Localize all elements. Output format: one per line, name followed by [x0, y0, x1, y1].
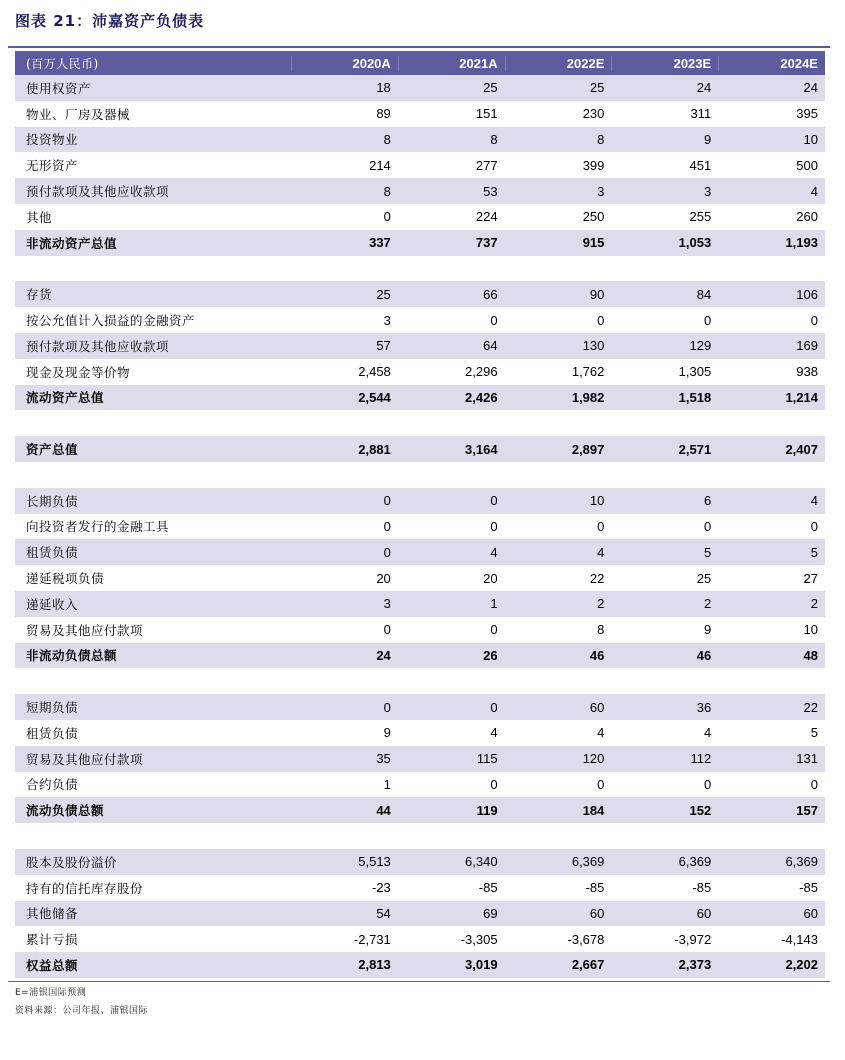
value-cell: 10 [803, 131, 818, 147]
table-row [15, 127, 825, 153]
value-cell: 60 [803, 905, 818, 921]
value-cell: 53 [483, 183, 498, 199]
row-label: 非流动资产总值 [26, 235, 118, 251]
value-cell: 0 [490, 493, 498, 509]
value-cell: 26 [483, 647, 498, 663]
value-cell: 130 [582, 338, 605, 354]
value-cell: 25 [589, 80, 605, 96]
value-cell: 277 [475, 157, 498, 173]
value-cell: 4 [597, 544, 605, 560]
table-bottom-divider [8, 981, 830, 982]
balance-sheet-table [15, 51, 825, 978]
value-cell: 25 [696, 570, 712, 586]
row-label: 持有的信托库存股份 [26, 880, 144, 896]
value-cell: -85 [478, 880, 498, 896]
row-label: 现金及现金等价物 [26, 364, 131, 380]
value-cell: 169 [796, 338, 818, 354]
table-row [15, 901, 825, 927]
value-cell: 5 [703, 544, 712, 560]
value-cell: 2,897 [571, 441, 605, 457]
source-note: 资料来源：公司年报、浦银国际 [15, 1006, 149, 1016]
value-cell: 0 [490, 518, 498, 534]
value-cell: 0 [383, 622, 391, 638]
spacer-row [15, 256, 825, 282]
value-cell: 89 [376, 106, 391, 122]
value-cell: 3 [383, 596, 391, 612]
row-label: 租赁负债 [26, 725, 79, 741]
value-cell: 10 [803, 622, 818, 638]
value-cell: 27 [803, 570, 818, 586]
value-cell: -23 [372, 880, 391, 896]
value-cell: 20 [376, 570, 391, 586]
value-cell: 4 [810, 183, 818, 199]
value-cell: 48 [803, 647, 818, 663]
value-cell: 2 [810, 596, 818, 612]
row-label: 股本及股份溢价 [26, 854, 118, 870]
value-cell: 500 [796, 157, 818, 173]
value-cell: 6,369 [785, 854, 818, 870]
value-cell: 1,762 [571, 364, 605, 380]
table-row [15, 281, 825, 307]
table-row [15, 333, 825, 359]
value-cell: 2,296 [465, 364, 498, 380]
value-cell: 3 [703, 183, 712, 199]
value-cell: 3 [597, 183, 605, 199]
value-cell: -85 [692, 880, 712, 896]
value-cell: 60 [589, 905, 605, 921]
table-row [15, 720, 825, 746]
row-label: 使用权资产 [26, 80, 92, 96]
table-row [15, 565, 825, 591]
value-cell: 2,373 [678, 957, 712, 973]
value-cell: 106 [796, 286, 818, 302]
value-cell: 6,340 [465, 854, 498, 870]
value-cell: 60 [696, 905, 712, 921]
row-label: 按公允值计入损益的金融资产 [26, 313, 196, 329]
row-label: 向投资者发行的金融工具 [26, 519, 170, 535]
row-label: 预付款项及其他应收款项 [26, 338, 170, 354]
value-cell: 1,214 [785, 389, 818, 405]
value-cell: 24 [803, 80, 818, 96]
value-cell: 36 [696, 699, 712, 715]
value-cell: 2,667 [571, 957, 605, 973]
total-row [15, 230, 825, 256]
value-cell: 57 [376, 338, 391, 354]
value-cell: 0 [383, 699, 391, 715]
value-cell: 1,305 [678, 364, 712, 380]
row-label: 递延税项负债 [26, 571, 105, 587]
value-cell: 22 [589, 570, 605, 586]
value-cell: 1,518 [678, 389, 712, 405]
value-cell: 255 [689, 209, 712, 225]
column-header: 2021A [398, 56, 505, 71]
table-row [15, 539, 825, 565]
column-header: 2023E [611, 56, 718, 71]
table-row [15, 617, 825, 643]
spacer-row [15, 462, 825, 488]
table-row [15, 204, 825, 230]
value-cell: 2,426 [465, 389, 498, 405]
value-cell: 451 [689, 157, 712, 173]
value-cell: 230 [582, 106, 605, 122]
unit-label: (百万人民币) [26, 56, 99, 71]
value-cell: 9 [703, 622, 712, 638]
total-row [15, 643, 825, 669]
value-cell: 311 [690, 106, 712, 122]
value-cell: 120 [582, 751, 605, 767]
row-label: 递延收入 [26, 596, 79, 612]
spacer-row [15, 823, 825, 849]
value-cell: 0 [703, 776, 712, 792]
value-cell: 0 [490, 776, 498, 792]
value-cell: 24 [376, 647, 391, 663]
value-cell: 0 [383, 518, 391, 534]
estimate-note: E=浦银国际预测 [15, 988, 87, 998]
table-row [15, 746, 825, 772]
value-cell: 90 [589, 286, 605, 302]
total-row [15, 385, 825, 411]
value-cell: 6,369 [571, 854, 605, 870]
column-header: 2020A [291, 56, 398, 71]
value-cell: 1,053 [678, 235, 712, 251]
value-cell: 0 [490, 312, 498, 328]
value-cell: 20 [483, 570, 498, 586]
row-label: 预付款项及其他应收款项 [26, 184, 170, 200]
value-cell: 25 [483, 80, 498, 96]
value-cell: 24 [696, 80, 712, 96]
value-cell: 0 [597, 776, 605, 792]
table-row [15, 926, 825, 952]
value-cell: 151 [475, 106, 498, 122]
row-label: 贸易及其他应付款项 [26, 622, 144, 638]
value-cell: 4 [490, 725, 498, 741]
value-cell: 64 [483, 338, 498, 354]
value-cell: 8 [383, 131, 391, 147]
value-cell: 9 [703, 131, 712, 147]
table-row [15, 359, 825, 385]
row-label: 权益总额 [26, 957, 79, 973]
table-row [15, 694, 825, 720]
value-cell: 5,513 [358, 854, 391, 870]
value-cell: 44 [376, 802, 391, 818]
row-label: 长期负债 [26, 493, 79, 509]
value-cell: -2,731 [353, 931, 391, 947]
value-cell: -3,305 [460, 931, 498, 947]
row-label: 合约负债 [26, 777, 79, 793]
value-cell: 0 [810, 776, 818, 792]
row-label: 其他 [26, 209, 53, 225]
value-cell: 25 [376, 286, 391, 302]
value-cell: -3,972 [674, 931, 712, 947]
value-cell: 4 [490, 544, 498, 560]
value-cell: 152 [689, 802, 712, 818]
value-cell: 0 [383, 493, 391, 509]
value-cell: 2,407 [785, 441, 818, 457]
value-cell: 0 [810, 312, 818, 328]
value-cell: 737 [475, 235, 498, 251]
value-cell: 2,881 [358, 441, 391, 457]
value-cell: 119 [476, 802, 498, 818]
table-row [15, 849, 825, 875]
total-row [15, 797, 825, 823]
value-cell: 8 [383, 183, 391, 199]
value-cell: 0 [383, 209, 391, 225]
value-cell: 1 [490, 596, 498, 612]
column-header: 2022E [505, 56, 612, 71]
value-cell: 9 [383, 725, 391, 741]
value-cell: 2 [703, 596, 712, 612]
value-cell: 3,164 [465, 441, 498, 457]
value-cell: 8 [490, 131, 498, 147]
value-cell: -85 [585, 880, 605, 896]
value-cell: 915 [582, 235, 605, 251]
table-body [15, 75, 825, 978]
value-cell: 10 [589, 493, 605, 509]
value-cell: 131 [796, 751, 818, 767]
value-cell: 4 [703, 725, 712, 741]
value-cell: 4 [810, 493, 818, 509]
row-label: 非流动负债总额 [26, 648, 118, 664]
spacer-row [15, 410, 825, 436]
table-row [15, 591, 825, 617]
value-cell: 1,193 [785, 235, 818, 251]
value-cell: 6,369 [678, 854, 712, 870]
row-label: 租赁负债 [26, 545, 79, 561]
table-row [15, 875, 825, 901]
row-label: 流动资产总值 [26, 390, 105, 406]
table-row [15, 307, 825, 333]
page-title: 图表 21：沛嘉资产负债表 [15, 12, 205, 30]
table-row [15, 101, 825, 127]
total-row [15, 952, 825, 978]
value-cell: 54 [376, 905, 391, 921]
value-cell: 2,813 [358, 957, 391, 973]
value-cell: 22 [803, 699, 818, 715]
title-divider [8, 46, 830, 48]
value-cell: 3 [383, 312, 391, 328]
value-cell: 60 [589, 699, 605, 715]
value-cell: 224 [475, 209, 498, 225]
value-cell: 214 [369, 157, 391, 173]
spacer-row [15, 668, 825, 694]
row-label: 累计亏损 [26, 932, 79, 948]
row-label: 物业、厂房及器械 [26, 106, 131, 122]
value-cell: 184 [582, 802, 605, 818]
value-cell: 0 [703, 312, 712, 328]
value-cell: 129 [689, 338, 712, 354]
value-cell: 0 [703, 518, 712, 534]
value-cell: 0 [383, 544, 391, 560]
value-cell: 46 [589, 647, 605, 663]
row-label: 投资物业 [26, 132, 79, 148]
column-header: 2024E [718, 56, 825, 71]
value-cell: 112 [690, 751, 712, 767]
table-header-row [15, 51, 825, 75]
value-cell: 115 [476, 751, 498, 767]
value-cell: 1 [383, 776, 391, 792]
value-cell: 3,019 [465, 957, 498, 973]
row-label: 存货 [26, 287, 53, 303]
table-row [15, 514, 825, 540]
value-cell: 2,202 [785, 957, 818, 973]
table-row [15, 178, 825, 204]
value-cell: 6 [703, 493, 712, 509]
value-cell: 2,571 [678, 441, 712, 457]
value-cell: 395 [796, 106, 818, 122]
value-cell: 2,458 [358, 364, 391, 380]
value-cell: 0 [490, 622, 498, 638]
value-cell: 8 [597, 131, 605, 147]
table-row [15, 488, 825, 514]
value-cell: 2,544 [358, 389, 391, 405]
value-cell: 157 [796, 802, 818, 818]
value-cell: 84 [696, 286, 712, 302]
value-cell: -4,143 [781, 931, 818, 947]
row-label: 贸易及其他应付款项 [26, 751, 144, 767]
value-cell: 1,982 [571, 389, 605, 405]
value-cell: 69 [483, 905, 498, 921]
value-cell: 938 [796, 364, 818, 380]
value-cell: 66 [483, 286, 498, 302]
value-cell: 8 [597, 622, 605, 638]
value-cell: 18 [376, 80, 391, 96]
value-cell: -3,678 [567, 931, 605, 947]
total-row [15, 436, 825, 462]
value-cell: 337 [369, 235, 391, 251]
value-cell: 5 [810, 725, 818, 741]
value-cell: 260 [796, 209, 818, 225]
value-cell: 250 [582, 209, 605, 225]
value-cell: 399 [582, 157, 605, 173]
value-cell: 0 [597, 312, 605, 328]
value-cell: 35 [376, 751, 391, 767]
value-cell: -85 [799, 880, 818, 896]
value-cell: 46 [696, 647, 712, 663]
table-row [15, 75, 825, 101]
value-cell: 5 [810, 544, 818, 560]
value-cell: 0 [597, 518, 605, 534]
row-label: 其他储备 [26, 906, 79, 922]
value-cell: 0 [810, 518, 818, 534]
table-row [15, 152, 825, 178]
row-label: 资产总值 [26, 442, 79, 458]
value-cell: 2 [597, 596, 605, 612]
row-label: 无形资产 [26, 158, 79, 174]
table-row [15, 772, 825, 798]
value-cell: 4 [597, 725, 605, 741]
row-label: 短期负债 [26, 700, 79, 716]
value-cell: 0 [490, 699, 498, 715]
row-label: 流动负债总额 [26, 803, 105, 819]
